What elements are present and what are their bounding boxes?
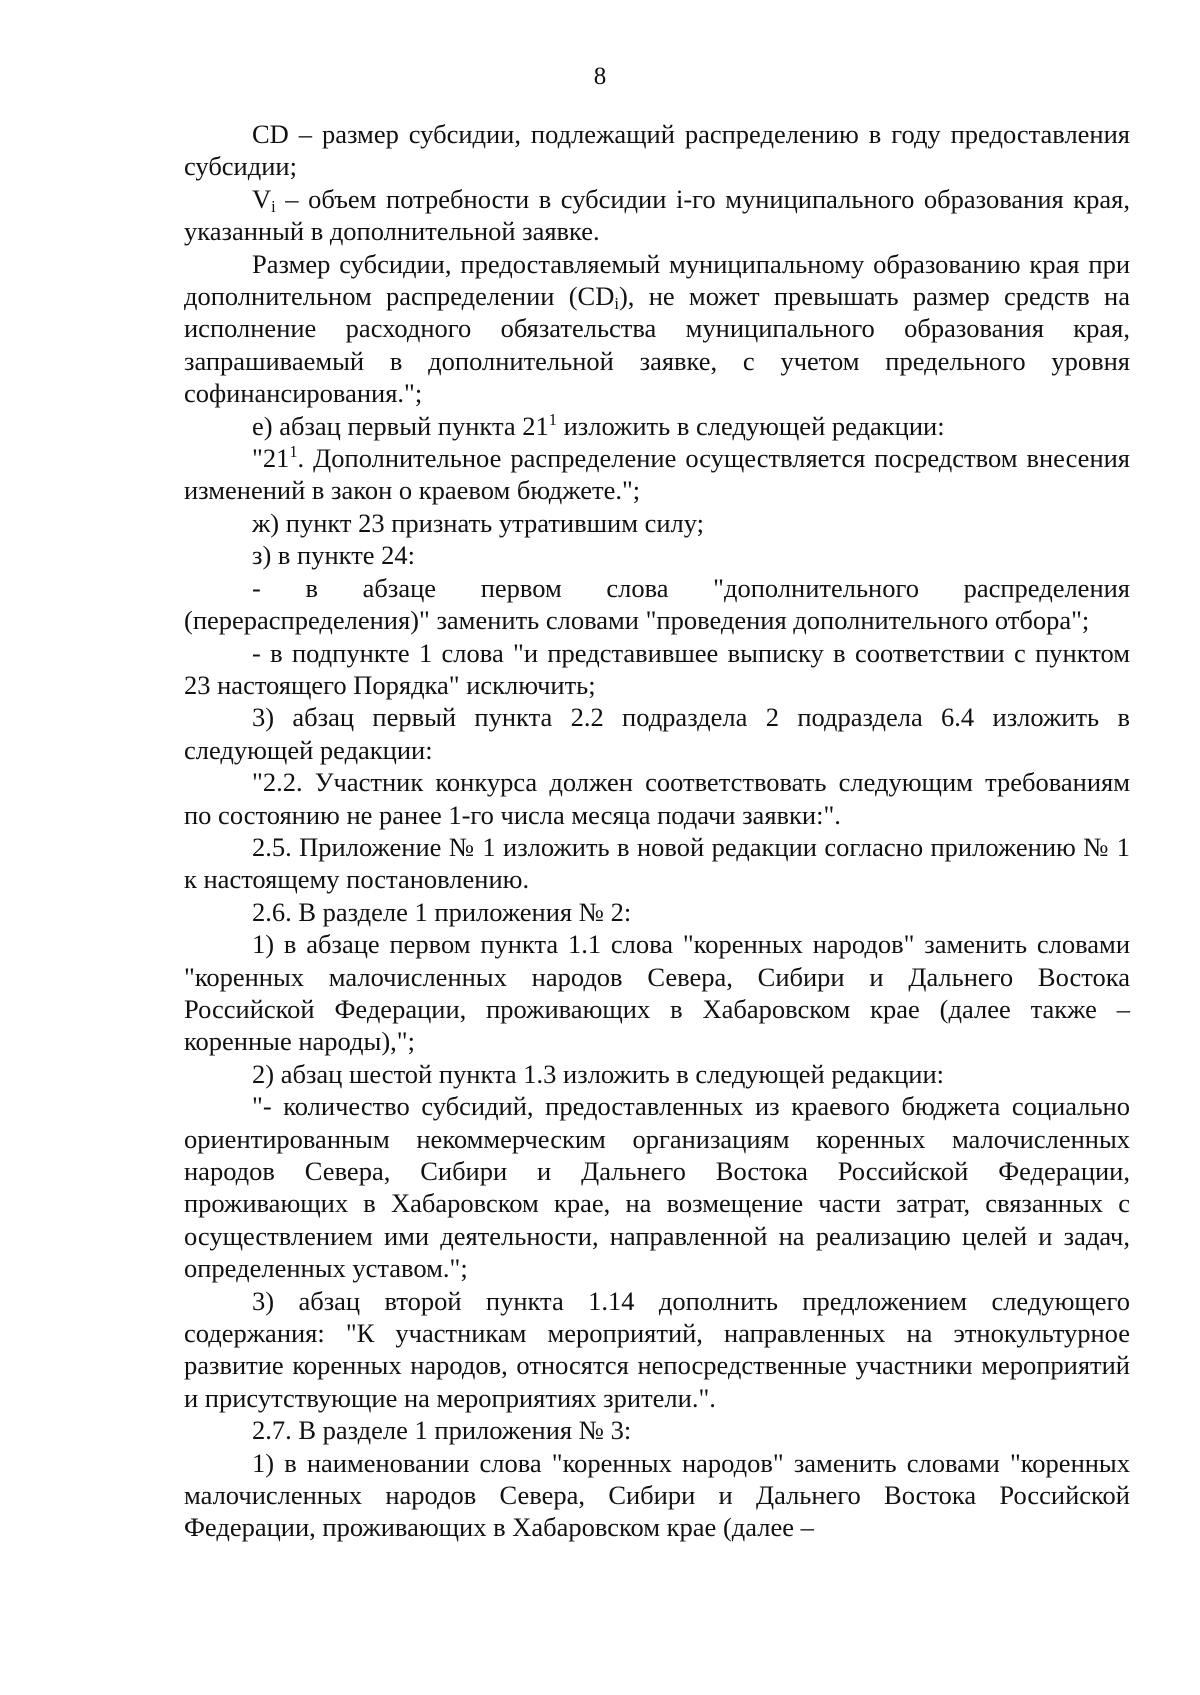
paragraph-text: 3) абзац второй пункта 1.14 дополнить предложением следующего содержания: "К участникам мероприятий, направленных на этнокультурное развитие коренных народов, относятся непосредственные участники мероприятий и присутствующие на мероприятиях зрители.". — [184, 1285, 1130, 1413]
paragraph-item-zh — [184, 507, 1130, 539]
paragraph-item-e-text — [184, 442, 1130, 507]
paragraph-item-z — [184, 539, 1130, 571]
subscript: i — [614, 294, 619, 314]
paragraph-item-2-5 — [184, 831, 1130, 896]
paragraph-text: ), не может превышать размер средств на исполнение расходного обязательства муниципального образования края, запрашиваемый в дополнительной заявке, с учетом предельного уровня софинансирования."; — [184, 281, 1130, 409]
paragraph-text: 1) в наименовании слова "коренных народов" заменить словами "коренных малочисленных народов Севера, Сибири и Дальнего Востока Российской Федерации, проживающих в Хабаровском крае (далее – — [184, 1447, 1130, 1543]
paragraph-text: - в подпункте 1 слова "и представившее выписку в соответствии с пунктом 23 настоящего Порядка" исключить; — [184, 637, 1130, 700]
paragraph-item-2-6-2 — [184, 1058, 1130, 1090]
paragraph-item-e — [184, 410, 1130, 442]
paragraph-vi-def — [184, 183, 1130, 248]
paragraph-item-z-2 — [184, 637, 1130, 702]
page-number: 8 — [593, 63, 607, 90]
paragraph-item-3-text — [184, 766, 1130, 831]
paragraph-item-2-7 — [184, 1414, 1130, 1446]
paragraph-text: 2.7. В разделе 1 приложения № 3: — [252, 1415, 632, 1446]
paragraph-text: CD – размер субсидии, подлежащий распределению в году предоставления субсидии; — [184, 119, 1130, 182]
paragraph-item-3 — [184, 701, 1130, 766]
paragraph-item-2-6 — [184, 896, 1130, 928]
paragraph-text: V — [252, 183, 272, 214]
paragraph-text: е) абзац первый пункта 21 — [252, 410, 549, 441]
superscript: 1 — [289, 442, 298, 462]
paragraph-item-2-6-1 — [184, 928, 1130, 1058]
paragraph-text: "- количество субсидий, предоставленных из краевого бюджета социально ориентированным некоммерческим организациям коренных малочисленных народов Севера, Сибири и Дальнего Востока Российской Федерации, проживающих в Хабаровском крае, на возмещение части затрат, связанных с осуществлением ими деятельности, направленной на реализацию целей и задач, определенных уставом."; — [184, 1091, 1130, 1284]
document-body — [184, 118, 1130, 1544]
paragraph-item-z-1 — [184, 572, 1130, 637]
paragraph-text: 2.5. Приложение № 1 изложить в новой редакции согласно приложению № 1 к настоящему постановлению. — [184, 831, 1130, 895]
paragraph-text: з) в пункте 24: — [252, 540, 416, 571]
paragraph-text: ж) пункт 23 признать утратившим силу; — [252, 507, 705, 538]
paragraph-text: "21 — [252, 443, 290, 474]
paragraph-cdi-limit — [184, 248, 1130, 410]
paragraph-text: изложить в следующей редакции: — [556, 410, 945, 441]
paragraph-text: "2.2. Участник конкурса должен соответствовать следующим требованиям по состоянию не ранее 1-го числа месяца подачи заявки:". — [184, 767, 1130, 830]
paragraph-item-2-6-2-text — [184, 1090, 1130, 1284]
paragraph-item-2-7-1 — [184, 1447, 1130, 1544]
paragraph-text: 2.6. В разделе 1 приложения № 2: — [252, 896, 632, 927]
paragraph-text: – объем потребности в субсидии i-го муниципального образования края, указанный в дополнительной заявке. — [184, 183, 1130, 247]
paragraph-text: Размер субсидии, предоставляемый муниципальному образованию края при дополнительном распределении (CD — [184, 248, 1130, 312]
paragraph-cd-def — [184, 118, 1130, 183]
paragraph-item-2-6-3 — [184, 1285, 1130, 1415]
paragraph-text: 3) абзац первый пункта 2.2 подраздела 2 подраздела 6.4 изложить в следующей редакции: — [184, 702, 1130, 765]
subscript: i — [271, 196, 276, 216]
superscript: 1 — [548, 409, 557, 429]
paragraph-text: 1) в абзаце первом пункта 1.1 слова "коренных народов" заменить словами "коренных малочисленных народов Севера, Сибири и Дальнего Востока Российской Федерации, проживающих в Хабаровском крае (далее также – коренные народы),"; — [184, 929, 1130, 1057]
paragraph-text: 2) абзац шестой пункта 1.3 изложить в следующей редакции: — [252, 1058, 945, 1089]
paragraph-text: - в абзаце первом слова "дополнительного распределения (перераспределения)" заменить словами "проведения дополнительного отбора"; — [184, 572, 1130, 636]
paragraph-text: . Дополнительное распределение осуществляется посредством внесения изменений в закон о краевом бюджете."; — [184, 443, 1130, 506]
